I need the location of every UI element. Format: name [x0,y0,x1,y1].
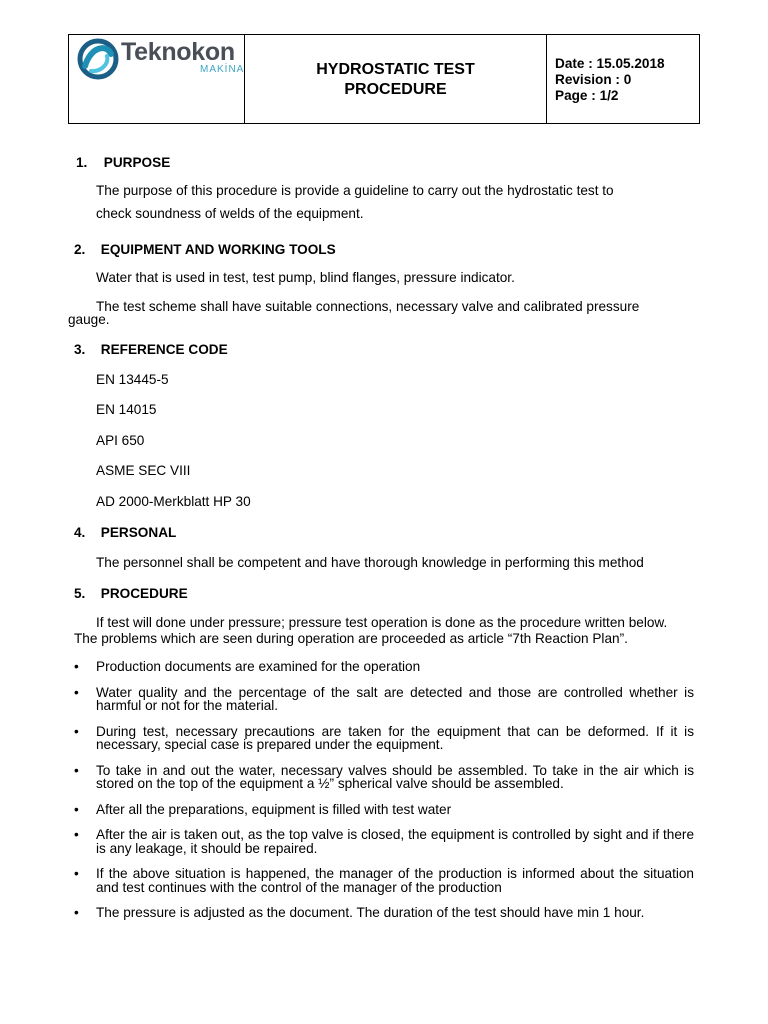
bullet-dot-icon: • [74,723,79,739]
bullet-dot-icon: • [74,866,79,881]
equipment-paragraph-1: Water that is used in test, test pump, blind flanges, pressure indicator. [96,270,515,285]
section-number: 3. [74,342,86,357]
bullet-text: If the above situation is happened, the manager of the production is informed about the situation and test continues with the control of the manager of the production [96,866,694,895]
section-title: PERSONAL [100,525,177,540]
bullet-dot-icon: • [74,762,79,778]
bullet-dot-icon: • [74,801,79,817]
bullet-text: The pressure is adjusted as the document. The duration of the test should have min 1 hour. [96,905,645,920]
reference-code: API 650 [96,433,145,448]
logo-cell [69,35,245,123]
document-page: Page : 1/2 [555,87,619,103]
reference-code: EN 13445-5 [96,372,169,387]
section-number: 2. [74,242,86,257]
logo-subtitle: MAKİNA [200,64,245,75]
document-date: Date : 15.05.2018 [555,55,665,71]
personal-paragraph: The personnel shall be competent and have thorough knowledge in performing this method [96,555,644,570]
list-item [74,660,694,674]
bullet-dot-icon: • [74,659,79,674]
bullet-dot-icon: • [74,905,79,920]
bullet-text: Water quality and the percentage of the salt are detected and those are controlled whether is harmful or not for the material. [96,684,694,713]
bullet-text: During test, necessary precautions are taken for the equipment that can be deformed. If it is necessary, special case is prepared under the equipment. [96,723,694,752]
section-heading-purpose [76,155,170,170]
section-title: REFERENCE CODE [100,342,228,357]
teknokon-logo-icon [77,38,119,80]
list-item [74,828,694,855]
document-meta [547,35,699,123]
title-line-2: PROCEDURE [344,80,447,98]
section-heading-reference [74,342,228,357]
section-title: PURPOSE [103,155,171,170]
section-heading-procedure [74,586,188,601]
document-header [68,34,700,124]
section-heading-personal [74,525,176,540]
section-number: 1. [76,155,88,170]
bullet-dot-icon: • [74,827,79,842]
title-line-1: HYDROSTATIC TEST [316,60,475,78]
section-title: PROCEDURE [100,586,188,601]
section-title: EQUIPMENT AND WORKING TOOLS [100,242,336,257]
bullet-text: After all the preparations, equipment is filled with test water [96,801,452,817]
procedure-intro-line-2: The problems which are seen during operation are proceeded as article “7th Reaction Plan”. [74,631,628,646]
document-revision: Revision : 0 [555,71,632,87]
purpose-line-1: The purpose of this procedure is provide a guideline to carry out the hydrostatic test to [96,183,614,198]
procedure-bullet-list [74,660,694,932]
reference-code: EN 14015 [96,402,157,417]
reference-code: ASME SEC VIII [96,463,191,478]
procedure-intro-line-1: If test will done under pressure; pressure test operation is done as the procedure written below. [96,615,668,630]
reference-code: AD 2000-Merkblatt HP 30 [96,494,251,509]
bullet-text: Production documents are examined for the operation [96,659,421,674]
document-title [245,35,547,123]
bullet-dot-icon: • [74,684,79,700]
bullet-text: After the air is taken out, as the top valve is closed, the equipment is controlled by sight and if there is any leakage, it should be repaired. [96,827,694,856]
section-number: 4. [74,525,86,540]
list-item [74,803,694,817]
section-number: 5. [74,586,86,601]
bullet-text: To take in and out the water, necessary valves should be assembled. To take in the air which is stored on the top of the equipment a ½” spherical valve should be assembled. [96,762,694,791]
logo-name: Teknokon [121,38,235,66]
section-heading-equipment [74,242,336,257]
list-item [74,686,694,713]
list-item [74,764,694,791]
list-item [74,867,694,894]
equipment-paragraph-2-line-1: The test scheme shall have suitable connections, necessary valve and calibrated pressure [96,299,640,314]
purpose-line-2: check soundness of welds of the equipment. [96,206,364,221]
equipment-paragraph-2-line-2: gauge. [68,312,110,327]
list-item [74,725,694,752]
list-item [74,906,694,920]
